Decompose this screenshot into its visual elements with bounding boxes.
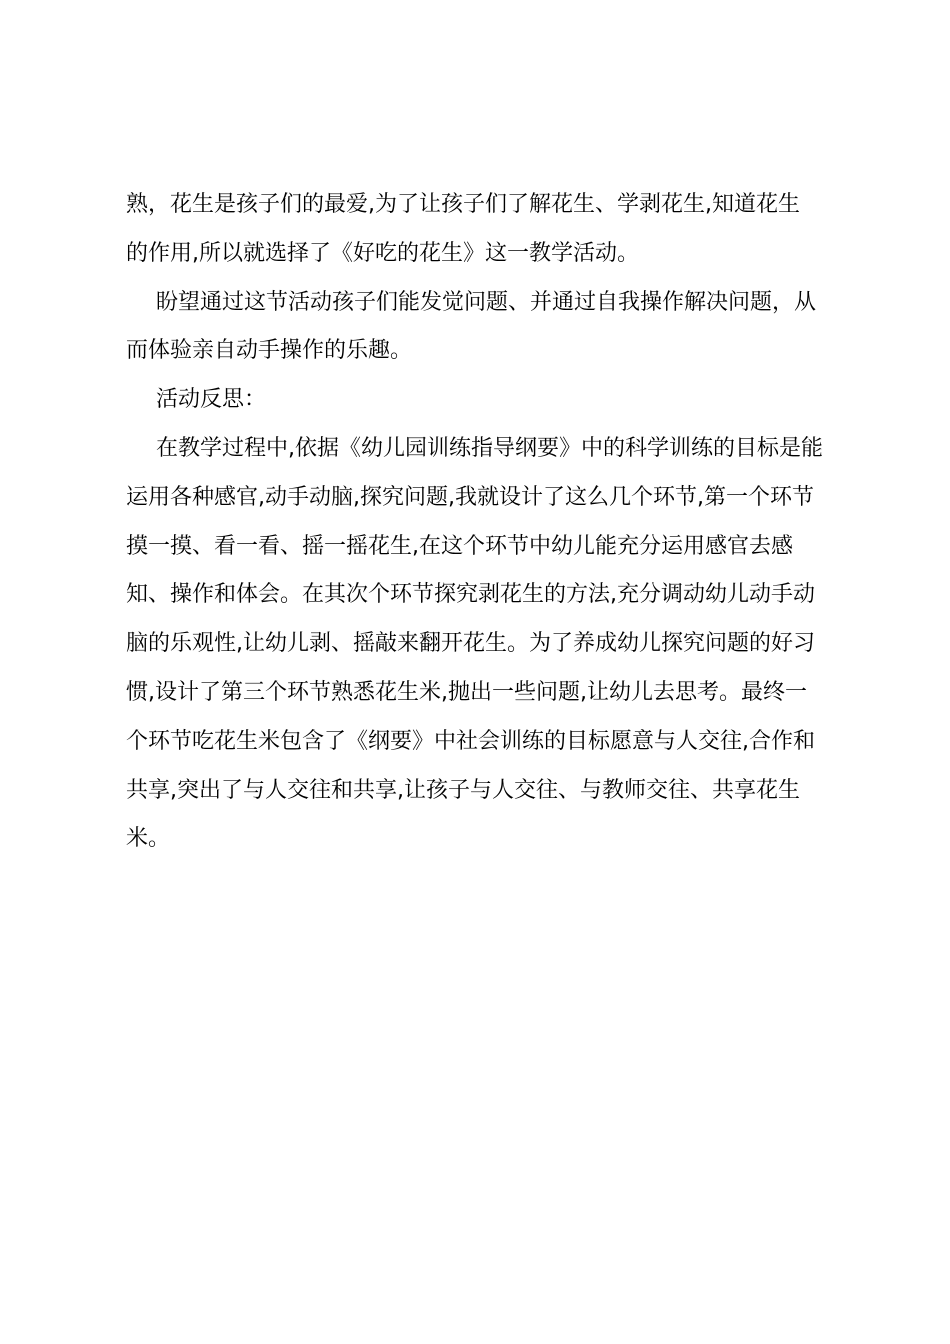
- text-line: 米。: [126, 826, 171, 852]
- text-line: 个环节吃花生米包含了《纲要》中社会训练的目标愿意与人交往,合作和: [126, 728, 815, 754]
- paragraph-intro: [126, 181, 832, 279]
- text-line: 摸一摸、看一看、摇一摇花生,在这个环节中幼儿能充分运用感官去感: [126, 533, 793, 559]
- heading-text: 活动反思：: [156, 387, 267, 413]
- text-line: 的作用,所以就选择了《好吃的花生》这一教学活动。: [126, 240, 639, 266]
- text-line: 惯,设计了第三个环节熟悉花生米,抛出一些问题,让幼儿去思考。最终一: [126, 679, 807, 705]
- text-line: 运用各种感官,动手动脑,探究问题,我就设计了这么几个环节,第一个环节: [126, 484, 814, 510]
- text-line: 在教学过程中,依据《幼儿园训练指导纲要》中的科学训练的目标是能: [156, 435, 823, 461]
- document-body: [126, 181, 832, 864]
- text-line: 盼望通过这节活动孩子们能发觉问题、并通过自我操作解决问题，从: [156, 289, 817, 315]
- text-line: 共享,突出了与人交往和共享,让孩子与人交往、与教师交往、共享花生: [126, 777, 800, 803]
- text-line: 而体验亲自动手操作的乐趣。: [126, 338, 413, 364]
- text-line: 熟，花生是孩子们的最爱,为了让孩子们了解花生、学剥花生,知道花生: [126, 192, 800, 217]
- paragraph-reflection: [126, 425, 832, 864]
- section-heading-reflection: [126, 376, 832, 425]
- paragraph-hope: [126, 279, 832, 377]
- text-line: 知、操作和体会。在其次个环节探究剥花生的方法,充分调动幼儿动手动: [126, 582, 815, 608]
- text-line: 脑的乐观性,让幼儿剥、摇敲来翻开花生。为了养成幼儿探究问题的好习: [126, 631, 815, 657]
